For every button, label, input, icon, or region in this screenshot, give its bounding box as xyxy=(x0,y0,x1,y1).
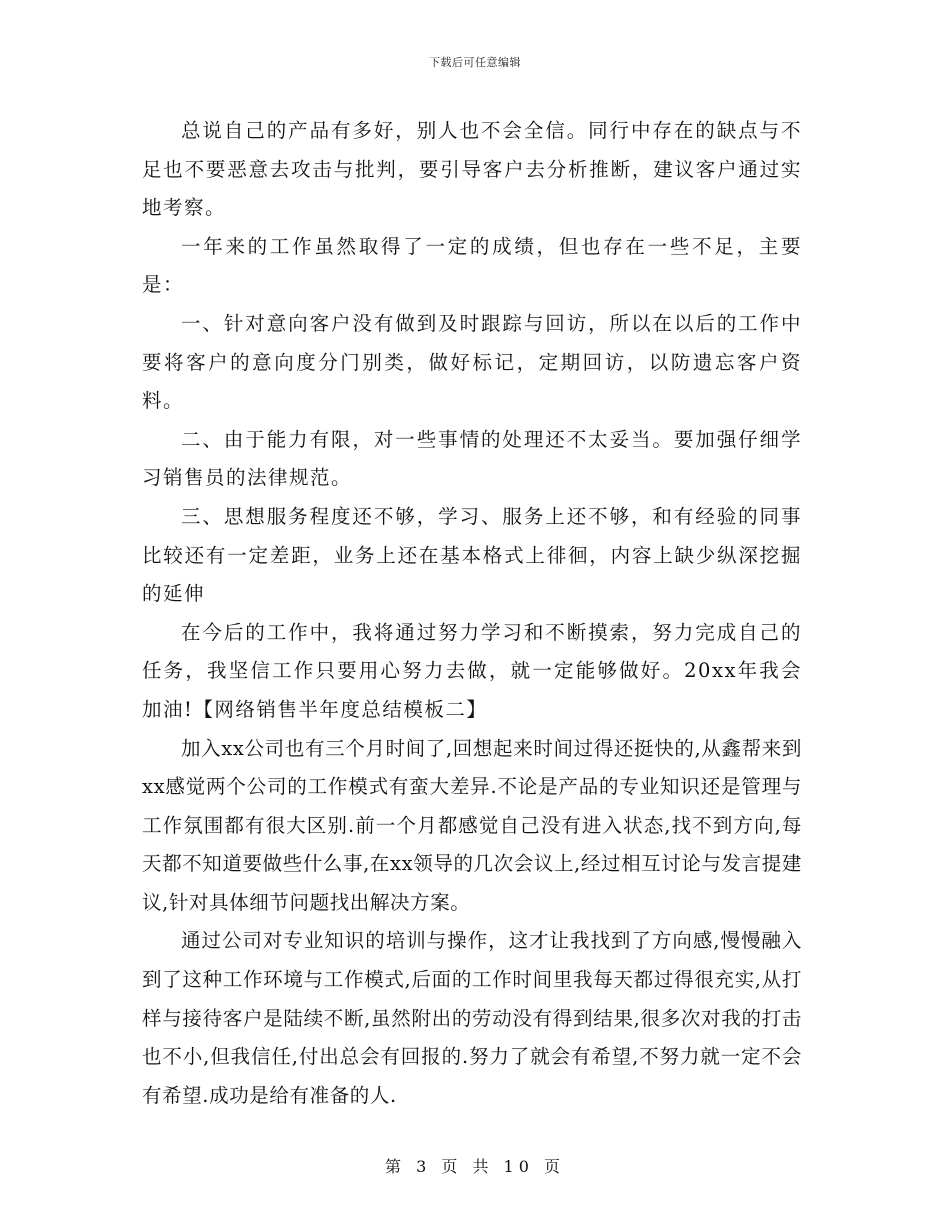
paragraph-7: 加入xx公司也有三个月时间了,回想起来时间过得还挺快的,从鑫帮来到xx感觉两个公司的工作模式有蛮大差异.不论是产品的专业知识还是管理与工作氛围都有很大区别.前一个月都感觉自己没有进入状态,找不到方向,每天都不知道要做些什么事,在xx领导的几次会议上,经过相互讨论与发言提建议,针对具体细节问题找出解决方案。 xyxy=(142,736,802,914)
paragraph-8: 通过公司对专业知识的培训与操作，这才让我找到了方向感,慢慢融入到了这种工作环境与工作模式,后面的工作时间里我每天都过得很充实,从打样与接待客户是陆续不断,虽然附出的劳动没有得到结果,很多次对我的打击也不小,但我信任,付出总会有回报的.努力了就会有希望,不努力就一定不会有希望.成功是给有准备的人. xyxy=(142,929,802,1107)
paragraph-4: 二、由于能力有限，对一些事情的处理还不太妥当。要加强仔细学习销售员的法律规范。 xyxy=(142,427,802,490)
paragraph-6: 在今后的工作中，我将通过努力学习和不断摸索，努力完成自己的任务，我坚信工作只要用心努力去做，就一定能够做好。20xx年我会加油!【网络销售半年度总结模板二】 xyxy=(142,620,802,721)
paragraph-2: 一年来的工作虽然取得了一定的成绩，但也存在一些不足，主要是： xyxy=(142,234,802,297)
page-number-footer: 第 3 页 共 10 页 xyxy=(385,1157,565,1176)
body-text xyxy=(142,112,802,1115)
paragraph-3: 一、针对意向客户没有做到及时跟踪与回访，所以在以后的工作中要将客户的意向度分门别类，做好标记，定期回访，以防遗忘客户资料。 xyxy=(142,311,802,413)
paragraph-5: 三、思想服务程度还不够，学习、服务上还不够，和有经验的同事比较还有一定差距，业务上还在基本格式上徘徊，内容上缺少纵深挖掘的延伸 xyxy=(142,504,802,606)
header-note: 下载后可任意编辑 xyxy=(429,56,521,69)
paragraph-1: 总说自己的产品有多好，别人也不会全信。同行中存在的缺点与不足也不要恶意去攻击与批判，要引导客户去分析推断，建议客户通过实地考察。 xyxy=(142,119,802,220)
